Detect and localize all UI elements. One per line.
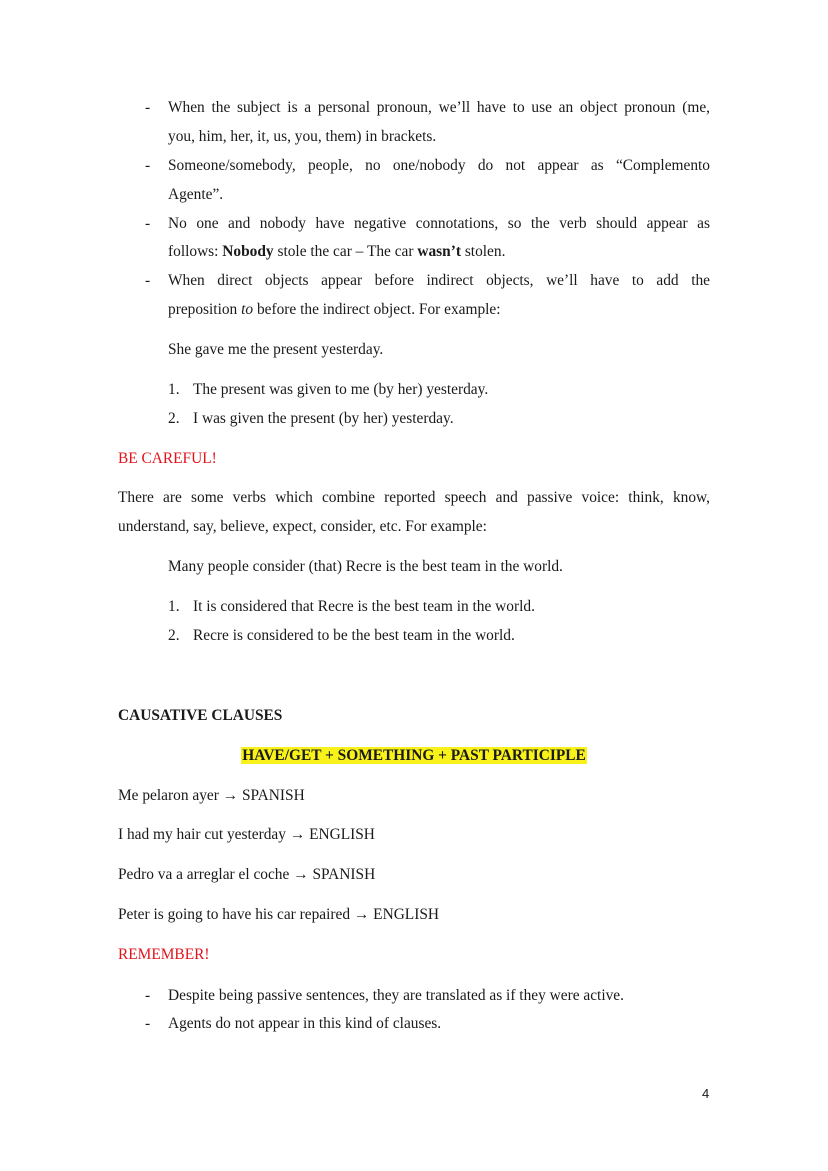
- bullet-4-line-1: When direct objects appear before indirect objects, we’ll have to add the: [168, 272, 710, 289]
- bullet-dash: -: [145, 215, 151, 232]
- bullet-1-line-2: you, him, her, it, us, you, them) in brackets.: [168, 128, 437, 145]
- list-item: It is considered that Recre is the best team in the world.: [193, 598, 535, 615]
- bullet-3-line-1: No one and nobody have negative connotations, so the verb should appear as: [168, 215, 710, 232]
- list-item: The present was given to me (by her) yesterday.: [193, 381, 489, 398]
- bullet-3-line-2: follows: Nobody stole the car – The car wasn’t stolen.: [168, 243, 506, 260]
- example-sentence-1: She gave me the present yesterday.: [168, 341, 384, 358]
- formula-line: [0, 747, 828, 765]
- translation-row: Pedro va a arreglar el coche → SPANISH: [118, 866, 376, 883]
- translation-row: Peter is going to have his car repaired → ENGLISH: [118, 906, 440, 923]
- arrow-icon: →: [293, 866, 309, 883]
- list-item: I was given the present (by her) yesterday.: [193, 410, 454, 427]
- bullet-dash: -: [145, 987, 151, 1004]
- careful-paragraph-line-1: There are some verbs which combine reported speech and passive voice: think, know,: [118, 489, 710, 506]
- remember-item: Despite being passive sentences, they are translated as if they were active.: [168, 987, 624, 1004]
- formula-highlight: HAVE/GET + SOMETHING + PAST PARTICIPLE: [242, 747, 586, 764]
- causative-heading: CAUSATIVE CLAUSES: [118, 707, 283, 724]
- bullet-4-line-2: preposition to before the indirect object. For example:: [168, 301, 501, 318]
- arrow-icon: →: [353, 906, 370, 923]
- list-number: 1.: [168, 381, 180, 398]
- list-number: 1.: [168, 598, 180, 615]
- careful-paragraph-line-2: understand, say, believe, expect, consider, etc. For example:: [118, 518, 487, 535]
- bullet-dash: -: [145, 1015, 151, 1032]
- list-number: 2.: [168, 627, 180, 644]
- bullet-dash: -: [145, 99, 151, 116]
- list-item: Recre is considered to be the best team in the world.: [193, 627, 515, 644]
- remember-heading: REMEMBER!: [118, 946, 210, 963]
- list-number: 2.: [168, 410, 180, 427]
- page-number: 4: [702, 1086, 710, 1101]
- bullet-1-line-1: When the subject is a personal pronoun, we’ll have to use an object pronoun (me,: [168, 99, 710, 116]
- bullet-dash: -: [145, 272, 151, 289]
- arrow-icon: →: [289, 826, 306, 843]
- bullet-dash: -: [145, 157, 151, 174]
- bullet-2-line-2: Agente”.: [168, 186, 224, 203]
- bullet-2-line-1: Someone/somebody, people, no one/nobody do not appear as “Complemento: [168, 157, 710, 174]
- translation-row: I had my hair cut yesterday → ENGLISH: [118, 826, 375, 843]
- example-sentence-2: Many people consider (that) Recre is the best team in the world.: [168, 558, 563, 575]
- be-careful-heading: BE CAREFUL!: [118, 450, 217, 467]
- remember-item: Agents do not appear in this kind of clauses.: [168, 1015, 442, 1032]
- arrow-icon: →: [222, 787, 239, 804]
- translation-row: Me pelaron ayer → SPANISH: [118, 787, 305, 804]
